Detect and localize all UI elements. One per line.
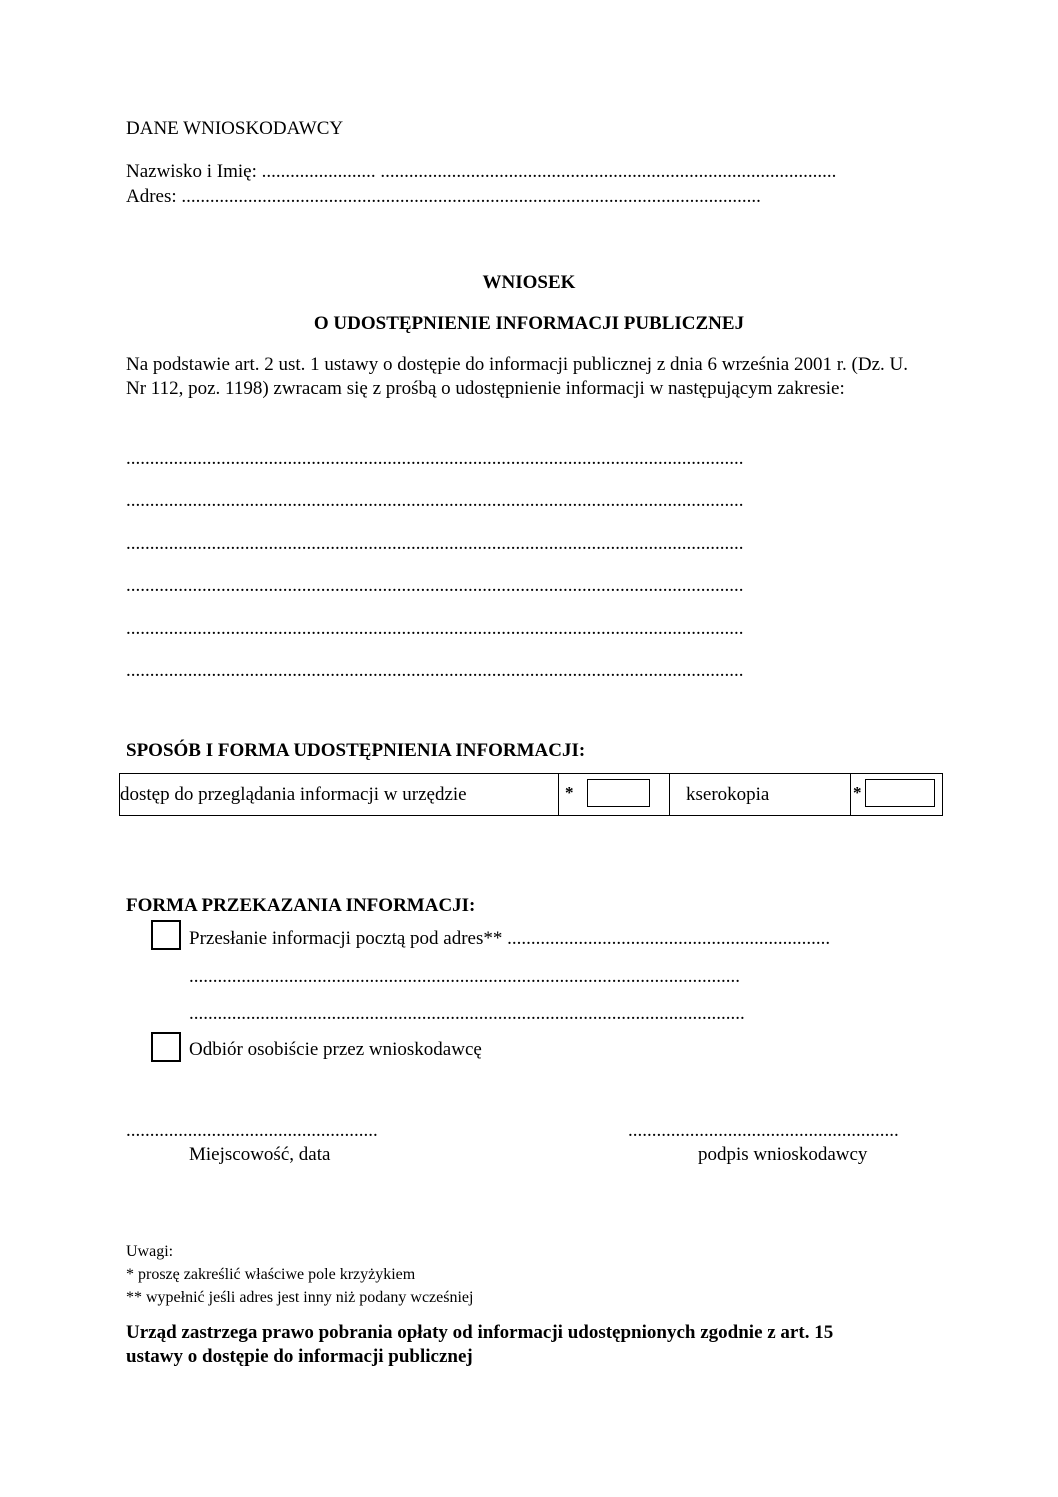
option-photocopy-label: kserokopia [686,783,770,805]
pickup-option-label: Odbiór osobiście przez wnioskodawcę [189,1039,482,1060]
option-photocopy [670,774,851,816]
scope-line[interactable]: .................................................................................................................................. [126,533,744,554]
scope-line[interactable]: .................................................................................................................................. [126,575,744,596]
scope-line[interactable]: .................................................................................................................................. [126,490,744,511]
mail-address-line[interactable]: ..................................................................................................................... [189,1003,745,1024]
mail-address-line[interactable]: .................................................................................................................... [189,966,740,987]
address-field-line[interactable]: Adres: .......................................................................................................................... [126,186,761,207]
name-field-line[interactable]: Nazwisko i Imię: ........................ ................................................................................................ [126,161,837,182]
note-double-asterisk: ** wypełnić jeśli adres jest inny niż podany wcześniej [126,1289,474,1306]
signature-label: podpis wnioskodawcy [698,1144,868,1165]
checkbox-photocopy[interactable] [851,774,943,816]
mail-option-line[interactable]: Przesłanie informacji pocztą pod adres** .................................................................... [189,928,831,949]
checkbox-box[interactable] [587,779,650,807]
signature-line[interactable]: ......................................................... [628,1120,899,1141]
checkbox-view-in-office[interactable] [559,774,670,816]
place-date-label: Miejscowość, data [189,1144,331,1165]
place-date-line[interactable]: ..................................................... [126,1120,378,1141]
document-subtitle: O UDOSTĘPNIENIE INFORMACJI PUBLICZNEJ [313,313,745,334]
fee-notice-line: ustawy o dostępie do informacji publicznej [126,1346,473,1367]
checkbox-mail[interactable] [151,920,181,950]
document-title: WNIOSEK [482,272,576,293]
option-view-label: dostęp do przeglądania informacji w urzędzie [120,783,467,805]
delivery-heading: FORMA PRZEKAZANIA INFORMACJI: [126,895,476,916]
fee-notice-line: Urząd zastrzega prawo pobrania opłaty od informacji udostępnionych zgodnie z art. 15 [126,1322,834,1343]
asterisk-mark: * [565,783,574,802]
access-method-heading: SPOSÓB I FORMA UDOSTĘPNIENIA INFORMACJI: [126,740,586,761]
scope-line[interactable]: .................................................................................................................................. [126,618,744,639]
scope-line[interactable]: .................................................................................................................................. [126,660,744,681]
asterisk-mark: * [853,783,862,802]
notes-heading: Uwagi: [126,1243,174,1260]
checkbox-box[interactable] [865,779,935,807]
access-method-table [119,773,943,816]
applicant-heading: DANE WNIOSKODAWCY [126,118,344,139]
checkbox-pickup[interactable] [151,1032,181,1062]
intro-paragraph: Na podstawie art. 2 ust. 1 ustawy o dostępie do informacji publicznej z dnia 6 września 2001 r. (Dz. U. Nr 112, poz. 1198) zwracam się z prośbą o udostępnienie informacji w następującym zakresie: [126,354,908,399]
scope-line[interactable]: .................................................................................................................................. [126,448,744,469]
note-asterisk: * proszę zakreślić właściwe pole krzyżykiem [126,1266,416,1283]
option-view-in-office [120,774,559,816]
